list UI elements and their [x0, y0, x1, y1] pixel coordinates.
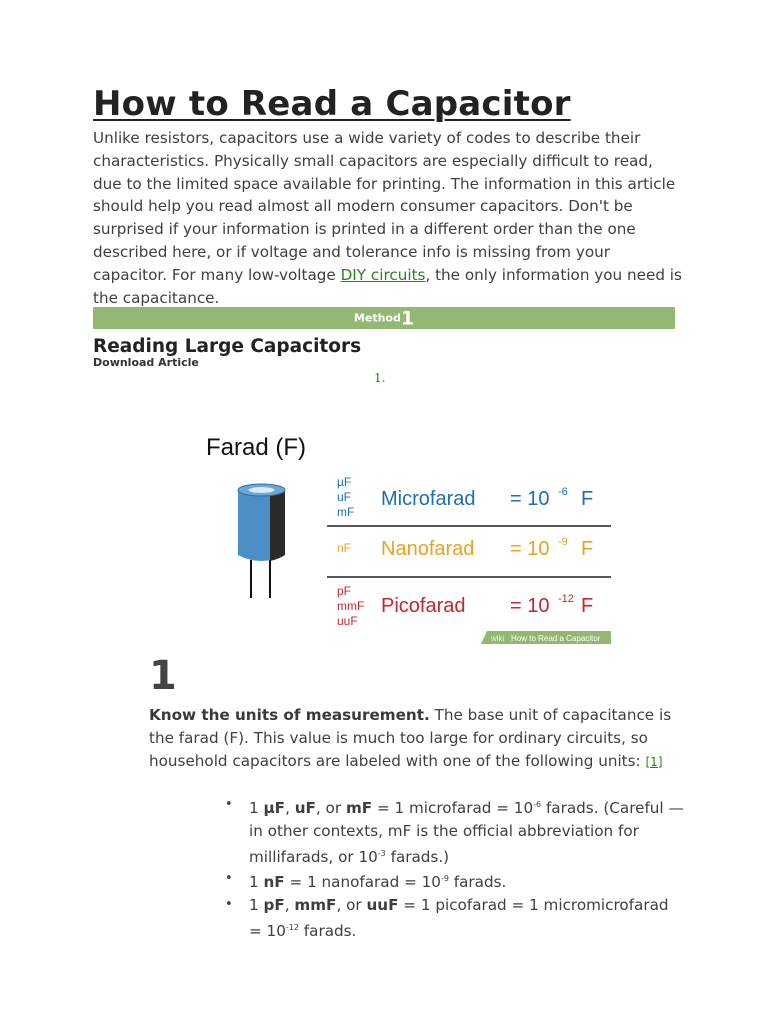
step-text	[149, 704, 689, 773]
download-article-link[interactable]: Download Article	[93, 356, 199, 369]
microfarad-eq: = 10	[510, 488, 550, 510]
method-number: 1	[400, 307, 415, 330]
step-bold-heading: Know the units of measurement.	[149, 706, 430, 724]
intro-text-after: , the only information you need is the capacitance.	[93, 265, 682, 307]
figure-title: Farad (F)	[206, 434, 307, 461]
list-item: • 1 pF, mmF, or uuF = 1 picofarad = 1 micromicrofarad = $10^{-12}$ farads.	[225, 894, 685, 943]
nanofarad-eq: = 10	[510, 538, 550, 560]
picofarad-unit: F	[581, 595, 594, 617]
abbrev-pf: pF	[337, 584, 352, 598]
microfarad-row	[337, 475, 593, 519]
section-title: Reading Large Capacitors	[93, 336, 362, 357]
picofarad-eq: = 10	[510, 595, 550, 617]
capacitor-stripe	[270, 490, 285, 561]
nanofarad-row	[337, 536, 593, 560]
picofarad-exponent: -12	[558, 593, 574, 605]
nanofarad-unit: F	[581, 538, 594, 560]
picofarad-row	[337, 584, 593, 628]
capacitor-icon	[238, 484, 285, 598]
abbrev-uf-micro: µF	[337, 475, 352, 489]
watermark-text: How to Read a Capacitor	[511, 634, 601, 643]
units-list	[225, 794, 685, 943]
nanofarad-label: Nanofarad	[381, 538, 475, 560]
microfarad-exponent: -6	[558, 486, 568, 498]
page-title: How to Read a Capacitor	[93, 84, 571, 124]
abbrev-nf: nF	[337, 541, 352, 555]
step-body: The base unit of capacitance is the farad (F). This value is much too large for ordinary circuits, so household capacitors are labeled with one of the following units:	[149, 706, 672, 770]
method-label: Method	[353, 311, 401, 325]
list-item: • 1 µF, uF, or mF = 1 microfarad = $10^{-6}$ farads. (Careful — in other contexts, mF is the official abbreviation for millifarads, or $10^{-3}$ farads.)	[225, 794, 685, 868]
nanofarad-exponent: -9	[558, 536, 568, 548]
intro-text-before: Unlike resistors, capacitors use a wide variety of codes to describe their characteristics. Physically small capacitors are especially difficult to read, due to the limited space available for printing. The information in this article should help you read almost all modern consumer capacitors. Don't be surprised if your information is printed in a different order than the one described here, or if voltage and tolerance info is missing from your capacitor. For many low-voltage	[93, 129, 676, 284]
picofarad-label: Picofarad	[381, 595, 466, 617]
microfarad-label: Microfarad	[381, 488, 476, 510]
abbrev-uf: uF	[337, 490, 352, 504]
list-number: 1.	[374, 371, 386, 385]
method-banner	[93, 307, 675, 329]
watermark-wiki: wiki	[491, 634, 505, 643]
wikihow-watermark	[481, 631, 611, 644]
step-number: 1	[149, 653, 177, 699]
abbrev-uuf: uuF	[337, 614, 358, 628]
abbrev-mmf: mmF	[337, 599, 365, 613]
diy-circuits-link[interactable]: DIY circuits	[340, 265, 426, 284]
intro-paragraph	[93, 127, 683, 309]
farad-units-figure	[195, 420, 615, 650]
reference-link[interactable]: [1]	[645, 754, 663, 769]
list-item: • 1 nF = 1 nanofarad = $10^{-9}$ farads.	[225, 868, 685, 894]
microfarad-unit: F	[581, 488, 594, 510]
abbrev-mf: mF	[337, 505, 355, 519]
